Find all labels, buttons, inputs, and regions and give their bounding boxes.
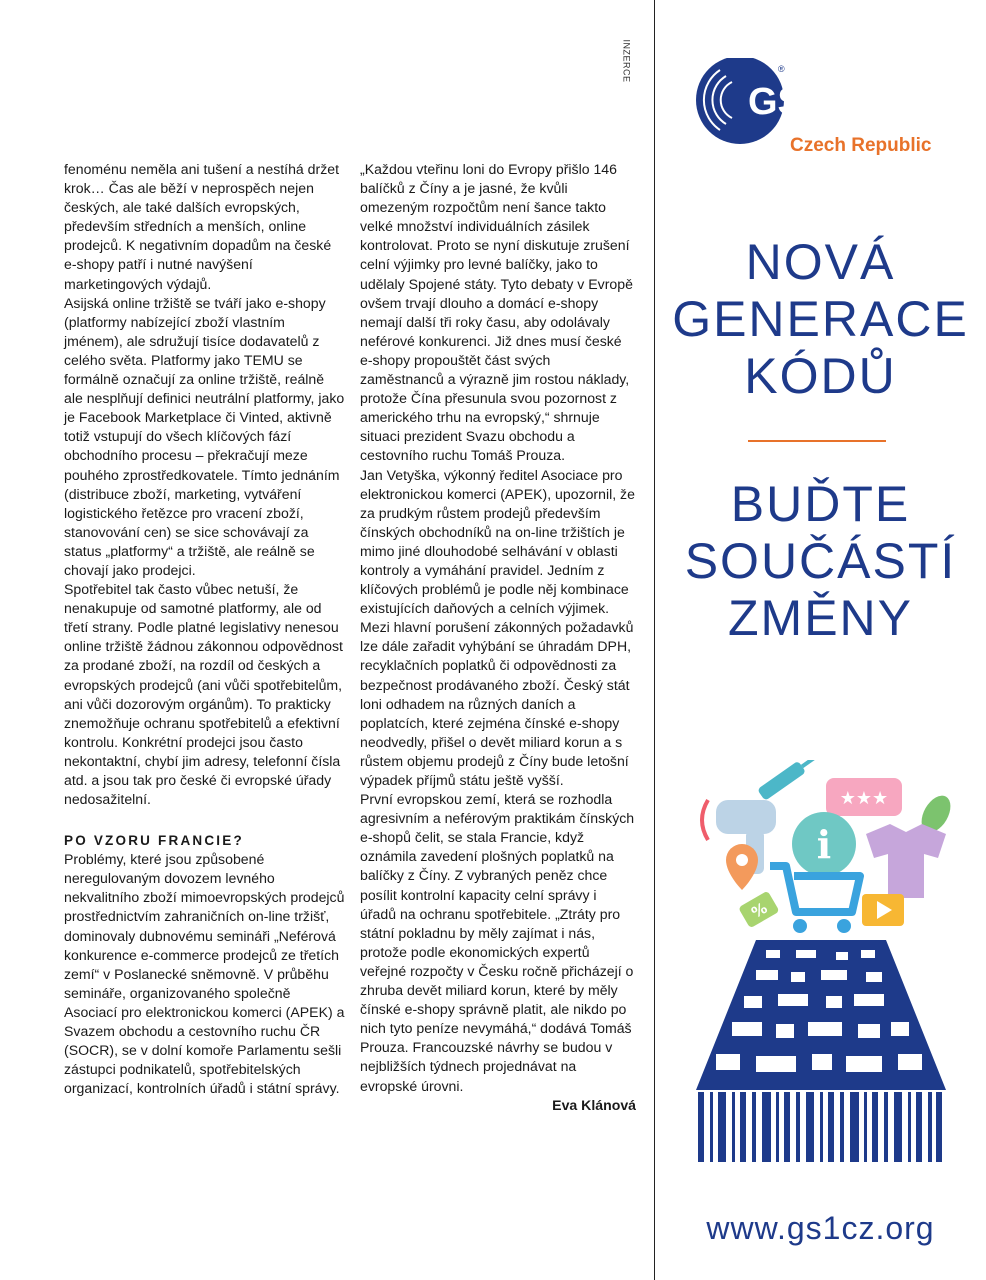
ad-headline-1: NOVÁ GENERACE KÓDŮ: [672, 234, 969, 404]
paragraph: Problémy, které jsou způsobené neregulovaným dovozem levného nekvalitního zboží mimoevropských prodejců prostřednictvím zahraničních on-line tržišť, dominovaly dubnovému semináři „Neférová konkurence e-commerce prodejců ze třetích zemí“ v Poslanecké sněmovně. V průběhu semináře, organizovaného společně Asociací pro elektronickou komerci (APEK) a Svazem obchodu a cestovního ruchu ČR (SOCR), se v dolní komoře Parlamentu sešli zástupci podnikatelů, spotřebitelských organizací, kontrolních úřadů i státní správy.: [64, 851, 345, 1097]
paragraph: „Každou vteřinu loni do Evropy přišlo 146 balíčků z Číny a je jasné, že kvůli omezeným rozpočtům není šance takto velké množství individuálních zásilek kontrolovat. Proto se nyní diskutuje zrušení celní výjimky pro levné balíčky, jako to udělaly Spojené státy. Tyto debaty v Evropě ovšem trvají dlouho a domácí e-shopy nemají další tři roky času, aby odolávaly neférové konkurenci. Již dnes musí české e-shopy propouštět část svých zaměstnanců a výrazně jim rostou náklady, protože Čína přesunula svou pozornost z amerického trhu na evropský,“ shrnuje situaci prezident Svazu obchodu a cestovního ruchu Tomáš Prouza.: [360, 161, 633, 464]
logo-country: Czech Republic: [790, 135, 932, 156]
discount-tag-icon: [738, 891, 779, 929]
location-pin-icon: [726, 844, 758, 890]
article-column-1: [64, 160, 346, 1098]
author-byline: Eva Klánová: [552, 1096, 636, 1113]
paragraph: Spotřebitel tak často vůbec netuší, že nenakupuje od samotné platformy, ale od třetí strany. Podle platné legislativy nenesou online tržiště žádnou zákonnou odpovědnost za prodané zboží, na rozdíl od českých a evropských prodejců (ani vůči spotřebitelům, ani vůči dozorovým orgánům). To prakticky znemožňuje ochranu spotřebitelů a efektivní kontrolu. Konkrétní prodejci jsou často nekontaktní, chybí jim adresy, telefonní čísla atd. a jsou tak pro české či evropské úřady nedosažitelní.: [64, 581, 343, 808]
rating-bubble-icon: [826, 778, 902, 816]
tshirt-icon: [866, 824, 946, 898]
logo-gs: GS1: [748, 81, 825, 123]
svg-text:★★★: ★★★: [839, 788, 889, 809]
datamatrix-icon: [696, 940, 946, 1090]
shopping-cart-icon: [770, 866, 860, 933]
registered-mark: ®: [778, 64, 785, 74]
website-url[interactable]: www.gs1cz.org: [706, 1210, 935, 1246]
section-heading: PO VZORU FRANCIE?: [64, 833, 244, 849]
ecommerce-code-illustration: [686, 760, 976, 1170]
svg-text:i: i: [816, 822, 832, 867]
syringe-icon: [757, 760, 822, 801]
paragraph: Asijská online tržiště se tváří jako e-shopy (platformy nabízející zboží vlastním jménem), ale sdružují tisíce dodavatelů z celého světa. Platformy jako TEMU se formálně označují za online tržiště, reálně ale nesplňují definici neutrální platformy, jako je Facebook Marketplace či Vinted, aktivně totiž vstupují do všech klíčových fází obchodního procesu – překračují meze pouhého zprostředkovatele. Tímto jednáním (distribuce zboží, marketing, vytváření logistického řetězce pro vracení zboží, stanovování cen) se sice schovávají za status „platformy“ a tržiště, ale reálně se chovají jako prodejci.: [64, 294, 345, 578]
advert-label: INZERCE: [621, 39, 632, 83]
paragraph: fenoménu neměla ani tušení a nestíhá držet krok… Čas ale běží v neprospěch nejen českých, ale také dalších evropských, především středních a menších, online prodejců. K negativním dopadům na české e-shopy patří i nutné navýšení marketingových výdajů.: [64, 161, 340, 292]
barcode-icon: [698, 1092, 942, 1162]
video-play-icon: [862, 894, 904, 926]
article-column-2: [360, 160, 636, 1115]
paragraph: První evropskou zemí, která se rozhodla agresivním a neférovým praktikám čínských e-shopů čelit, se stala Francie, když oznámila zavedení plošných poplatků na balíčky z Číny. Z vybraných peněz chce posílit kontrolní kapacity celní správy i úřadů na ochranu spotřebitele. „Ztráty pro státní pokladnu by měly zajímat i nás, protože podle ekonomických expertů veřejné rozpočty v Česku ročně přicházejí o zhruba devět miliard korun, které by měly čínské e-shopy správně platit, ale nikdo po nich tyto peníze nevymáhá,“ dodává Tomáš Prouza. Francouzské návrhy se budou v nejbližších týdnech projednávat na evropské úrovni.: [360, 791, 635, 1094]
paragraph: Jan Vetyška, výkonný ředitel Asociace pro elektronickou komerci (APEK), upozornil, že za prudkým růstem prodejů především čínských obchodníků na on-line tržištích je mimo jiné dlouhodobé selhávání v oblasti kontroly a vymáhání pravidel. Jedním z klíčových problémů je podle něj kombinace existujících daňových a celních výjimek. Mezi hlavní porušení zákonných požadavků lze dále zařadit vyhýbání se úhradám DPH, recyklačních poplatků či odpovědnosti za bezpečnost prodávaného zboží. Český stát loni odhadem na různých daních a poplatcích, které zejména čínské e-shopy neodvedly, přišel o devět miliard korun a s růstem objemu prodejů z Číny bude letošní výpadek příjmů státu ještě vyšší.: [360, 466, 635, 788]
ad-headline-2: BUĎTE SOUČÁSTÍ ZMĚNY: [684, 476, 957, 646]
info-icon: [792, 812, 856, 876]
svg-text:%: %: [748, 898, 771, 922]
orange-rule: [748, 440, 886, 442]
